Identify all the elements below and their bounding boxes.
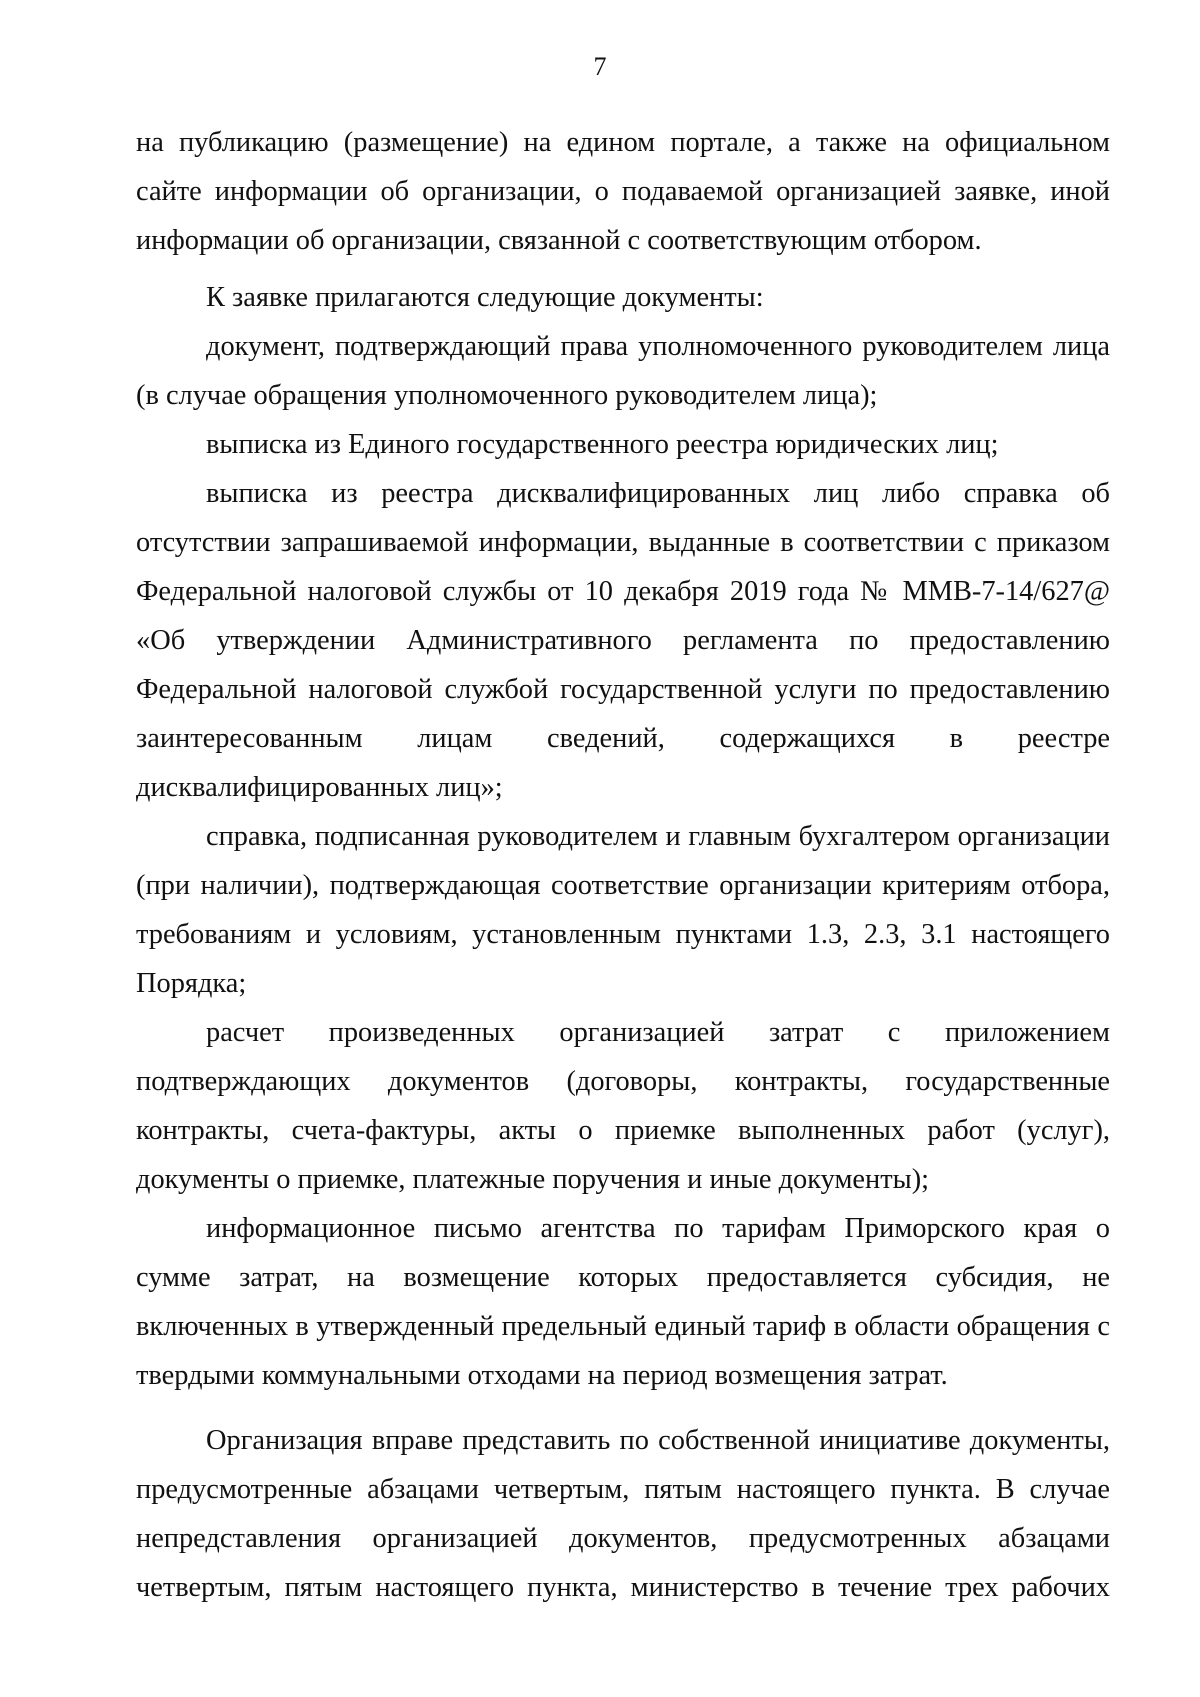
paragraph-egrul-extract: выписка из Единого государственного реестра юридических лиц; xyxy=(206,429,999,460)
paragraph-attached-documents-intro: К заявке прилагаются следующие документы: xyxy=(206,282,764,313)
page-number: 7 xyxy=(593,52,607,81)
paragraph-signed-certificate: справка, подписанная руководителем и главным бухгалтером организации (при наличии), подтверждающая соответствие организации критериям отбора, требованиям и условиям, установленным пунктами 1.3, 2.3, 3.1 настоящего Порядка; xyxy=(136,821,1110,999)
paragraph-tariff-agency-letter: информационное письмо агентства по тарифам Приморского края о сумме затрат, на возмещение которых предоставляется субсидия, не включенных в утвержденный предельный единый тариф в области обращения с твердыми коммунальными отходами на период возмещения затрат. xyxy=(136,1213,1110,1391)
paragraph-cost-calculation: расчет произведенных организацией затрат с приложением подтверждающих документов (договоры, контракты, государственные контракты, счета-фактуры, акты о приемке выполненных работ (услуг), документы о приемке, платежные поручения и иные документы); xyxy=(136,1017,1110,1195)
paragraph-organization-right: Организация вправе представить по собственной инициативе документы, предусмотренные абзацами четвертым, пятым настоящего пункта. В случае непредставления организацией документов, предусмотренных абзацами четвертым, пятым настоящего пункта, министерство в течение трех рабочих xyxy=(136,1425,1110,1603)
paragraph-disqualified-registry-extract: выписка из реестра дисквалифицированных лиц либо справка об отсутствии запрашиваемой информации, выданные в соответствии с приказом Федеральной налоговой службы от 10 декабря 2019 года № ММВ-7-14/627@ «Об утверждении Административного регламента по предоставлению Федеральной налоговой службой государственной услуги по предоставлению заинтересованным лицам сведений, содержащихся в реестре дисквалифицированных лиц»; xyxy=(136,478,1110,803)
paragraph-publication-consent: на публикацию (размещение) на едином портале, а также на официальном сайте информации об организации, о подаваемой организацией заявке, иной информации об организации, связанной с соответствующим отбором. xyxy=(136,127,1110,256)
document-body xyxy=(136,118,1110,1612)
paragraph-authority-document: документ, подтверждающий права уполномоченного руководителем лица (в случае обращения уполномоченного руководителем лица); xyxy=(136,331,1110,411)
